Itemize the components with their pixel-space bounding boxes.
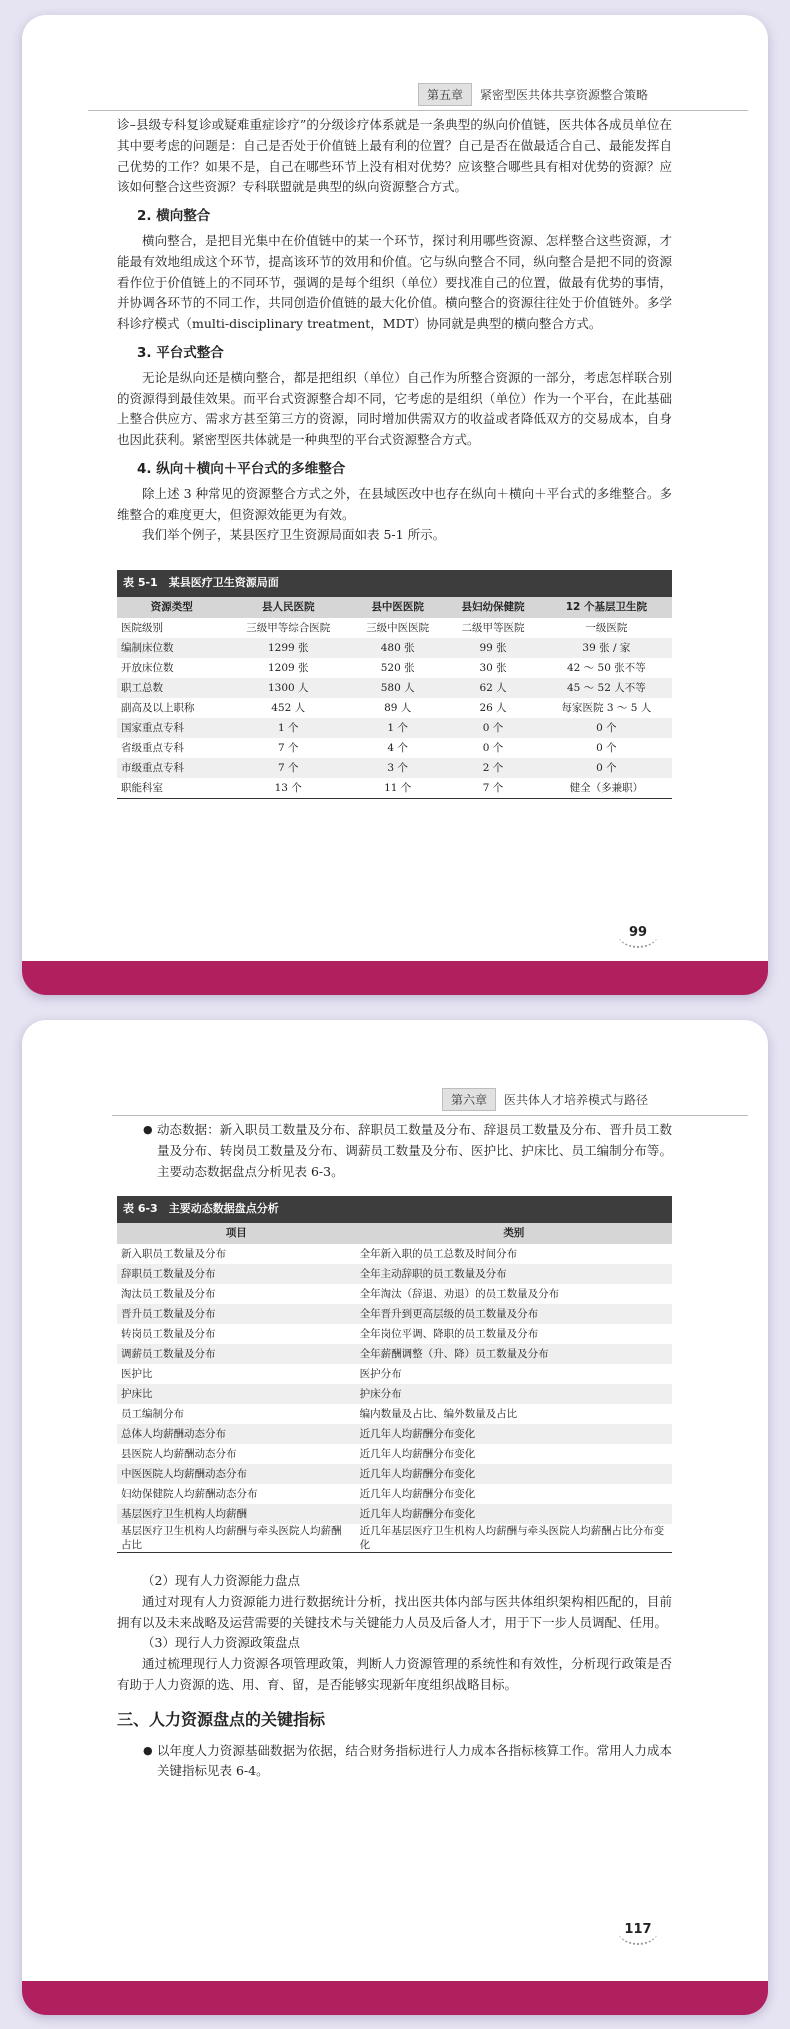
bullet-icon: ●: [143, 1743, 153, 1757]
table-cell: 0 个: [482, 741, 504, 754]
table-cell: 7 个: [445, 778, 540, 799]
footer-band: [22, 961, 768, 995]
table-row: [117, 778, 672, 799]
column-header: 类别: [356, 1223, 672, 1244]
table-cell: 总体人均薪酬动态分布: [117, 1424, 356, 1444]
section-heading: 4. 纵向＋横向＋平台式的多维整合: [137, 460, 346, 477]
table-cell: 三级中医医院: [366, 621, 430, 634]
table-cell: 省级重点专科: [121, 741, 184, 754]
chapter-label: 第六章: [442, 1088, 496, 1111]
column-header: 县妇幼保健院: [445, 597, 540, 618]
table-row: [117, 1504, 672, 1524]
table-cell: 淘汰员工数量及分布: [121, 1287, 216, 1300]
resource-table: [117, 597, 672, 799]
table-cell: 0 个: [596, 741, 617, 754]
header-rule: [112, 1115, 748, 1116]
table-cell: 580 人: [350, 678, 445, 698]
table-cell: 晋升员工数量及分布: [117, 1304, 356, 1324]
chapter-title: 紧密型医共体共享资源整合策略: [479, 88, 648, 102]
column-header: 项目: [117, 1223, 356, 1244]
subsection-paragraph: 通过梳理现行人力资源各项管理政策，判断人力资源管理的系统性和有效性，分析现行政策是否有助于人力资源的选、用、育、留，是否能够实现新年度组织战略目标。: [117, 1656, 672, 1692]
section-paragraph: 无论是纵向还是横向整合，都是把组织（单位）自己作为所整合资源的一部分，考虑怎样联合别的资源得到最佳效果。而平台式资源整合却不同，它考虑的是组织（单位）作为一个平台，在此基础上整合供应方、需求方甚至第三方的资源，同时增加供需双方的收益或者降低双方的交易成本，自身也因此获利。紧密型医共体就是一种典型的平台式资源整合方式。: [117, 369, 672, 448]
table-cell: 编制床位数: [117, 638, 226, 658]
table-cell: 1 个: [350, 718, 445, 738]
table-cell: 39 张 / 家: [541, 638, 672, 658]
table-cell: 二级甲等医院: [461, 621, 525, 634]
table-cell: 近几年基层医疗卫生机构人均薪酬与牵头医院人均薪酬占比分布变化: [356, 1524, 672, 1553]
table-cell: 副高及以上职称: [121, 701, 195, 714]
table-cell: 三级甲等综合医院: [246, 621, 331, 634]
table-cell: 近几年人均薪酬分布变化: [359, 1487, 476, 1500]
table-cell: 国家重点专科: [117, 718, 226, 738]
table-cell: 医护分布: [359, 1367, 402, 1380]
table-cell: 近几年人均薪酬分布变化: [359, 1447, 476, 1460]
running-head: [442, 1088, 648, 1111]
table-cell: 近几年人均薪酬分布变化: [356, 1504, 672, 1524]
table-cell: 县医院人均薪酬动态分布: [121, 1447, 237, 1460]
book-page-99: [22, 15, 768, 995]
table-row: [117, 658, 672, 678]
table-cell: 62 人: [445, 678, 540, 698]
table-cell: 全年新入职的员工总数及时间分布: [359, 1247, 518, 1260]
table-cell: 全年晋升到更高层级的员工数量及分布: [356, 1304, 672, 1324]
column-header: 县人民医院: [226, 597, 350, 618]
running-head: [418, 83, 648, 106]
table-cell: 全年薪酬调整（升、降）员工数量及分布: [356, 1344, 672, 1364]
table-header-row: [117, 1223, 672, 1244]
chapter-title: 医共体人才培养模式与路径: [503, 1093, 648, 1107]
dynamic-data-table: [117, 1223, 672, 1553]
table-row: [117, 678, 672, 698]
table-cell: 基层医疗卫生机构人均薪酬: [117, 1504, 356, 1524]
page-number: 99: [618, 920, 658, 948]
table-cell: 全年主动辞职的员工数量及分布: [356, 1264, 672, 1284]
table-cell: 520 张: [380, 661, 415, 674]
table-row: [117, 718, 672, 738]
table-cell: 1300 人: [226, 678, 350, 698]
table-cell: 452 人: [271, 701, 306, 714]
table-row: [117, 1404, 672, 1424]
table-cell: 开放床位数: [121, 661, 174, 674]
table-cell: 0 个: [541, 718, 672, 738]
column-header: 县中医医院: [350, 597, 445, 618]
subsection-heading: （3）现行人力资源政策盘点: [142, 1635, 300, 1651]
footer-band: [22, 1981, 768, 2015]
table-row: [117, 1304, 672, 1324]
table-row: [117, 1464, 672, 1484]
table-cell: 中医医院人均薪酬动态分布: [117, 1464, 356, 1484]
bullet-text: 动态数据：新入职员工数量及分布、辞职员工数量及分布、辞退员工数量及分布、晋升员工数量及分布、转岗员工数量及分布、调薪员工数量及分布、医护比、护床比、员工编制分布等。主要动态数据盘点分析见表 6-3。: [157, 1122, 672, 1179]
table-cell: 医护比: [121, 1367, 153, 1380]
table-cell: 新入职员工数量及分布: [121, 1247, 226, 1260]
table-caption: 表 5-1 某县医疗卫生资源局面: [117, 570, 672, 597]
table-cell: 护床比: [117, 1384, 356, 1404]
table-cell: 0 个: [445, 718, 540, 738]
section-paragraph: 我们举个例子，某县医疗卫生资源局面如表 5-1 所示。: [142, 527, 446, 543]
table-cell: 编内数量及占比、编外数量及占比: [359, 1407, 518, 1420]
table-row: [117, 1424, 672, 1444]
table-cell: 职工总数: [117, 678, 226, 698]
section-paragraph: 横向整合，是把目光集中在价值链中的某一个环节，探讨利用哪些资源、怎样整合这些资源，才能最有效地组成这个环节，提高该环节的效用和价值。它与纵向整合不同，纵向整合是把不同的资源看作位于价值链上的不同环节，强调的是每个组织（单位）要找准自己的位置，做最有优势的事情，并协调各环节的不同工作，共同创造价值链的最大化价值。横向整合的资源往往处于价值链外。多学科诊疗模式（multi-disciplinary treatment，MDT）协同就是典型的横向整合方式。: [117, 232, 672, 332]
intro-paragraph: 诊–县级专科复诊或疑难重症诊疗”的分级诊疗体系就是一条典型的纵向价值链，医共体各成员单位在其中要考虑的问题是：自己是否处于价值链上最有利的位置？自己是否在做最适合自己、最能发挥自己优势的工作？如果不是，自己在哪些环节上没有相对优势？应该整合哪些具有相对优势的资源？应该如何整合这些资源？专科联盟就是典型的纵向资源整合方式。: [117, 117, 672, 195]
table-cell: 全年岗位平调、降职的员工数量及分布: [359, 1327, 539, 1340]
table-row: [117, 1484, 672, 1504]
bullet-text: 以年度人力资源基础数据为依据，结合财务指标进行人力成本各指标核算工作。常用人力成本关键指标见表 6-4。: [157, 1742, 672, 1779]
table-cell: 员工编制分布: [121, 1407, 184, 1420]
table-cell: 13 个: [226, 778, 350, 799]
bullet-icon: ●: [143, 1123, 153, 1136]
section-paragraph: 除上述 3 种常见的资源整合方式之外，在县域医改中也存在纵向＋横向＋平台式的多维整合。多维整合的难度更大，但资源效能更为有效。: [117, 485, 672, 522]
table-cell: 近几年人均薪酬分布变化: [356, 1424, 672, 1444]
table-cell: 1 个: [226, 718, 350, 738]
table-cell: 4 个: [387, 741, 408, 754]
table-cell: 7 个: [277, 741, 299, 754]
chapter-label: 第五章: [418, 83, 472, 106]
page-body: [117, 115, 672, 799]
table-cell: 一级医院: [585, 621, 628, 634]
table-cell: 调薪员工数量及分布: [117, 1344, 356, 1364]
table-header-row: [117, 597, 672, 618]
table-cell: 26 人: [479, 701, 507, 714]
table-cell: 42 ～ 50 张不等: [566, 661, 646, 674]
section-heading: 2. 横向整合: [137, 208, 211, 225]
table-row: [117, 738, 672, 758]
table-cell: 妇幼保健院人均薪酬动态分布: [121, 1487, 258, 1500]
bullet-item: [117, 1120, 672, 1182]
table-row: [117, 1524, 672, 1553]
table-cell: 1299 张: [226, 638, 350, 658]
table-cell: 89 人: [384, 701, 412, 714]
table-cell: 每家医院 3 ～ 5 人: [561, 701, 652, 714]
column-header: 12 个基层卫生院: [541, 597, 672, 618]
column-header: 资源类型: [117, 597, 226, 618]
table-cell: 480 张: [350, 638, 445, 658]
table-cell: 医院级别: [121, 621, 163, 634]
table-cell: 45 ～ 52 人不等: [541, 678, 672, 698]
bullet-item: [117, 1741, 672, 1783]
table-cell: 3 个: [350, 758, 445, 778]
table-row: [117, 1344, 672, 1364]
table-cell: 健全（多兼职）: [541, 778, 672, 799]
table-cell: 30 张: [479, 661, 507, 674]
page-body: [117, 1120, 672, 1782]
book-page-117: [22, 1020, 768, 2015]
header-rule: [88, 110, 748, 111]
table-cell: 全年淘汰（辞退、劝退）的员工数量及分布: [359, 1287, 560, 1300]
table-cell: 近几年人均薪酬分布变化: [356, 1464, 672, 1484]
table-cell: 转岗员工数量及分布: [121, 1327, 216, 1340]
table-row: [117, 618, 672, 638]
table-row: [117, 1444, 672, 1464]
table-cell: 市级重点专科: [117, 758, 226, 778]
table-cell: 辞职员工数量及分布: [117, 1264, 356, 1284]
table-cell: 基层医疗卫生机构人均薪酬与牵头医院人均薪酬占比: [117, 1524, 356, 1553]
table-row: [117, 758, 672, 778]
subsection-heading: （2）现有人力资源能力盘点: [142, 1572, 300, 1588]
table-row: [117, 1324, 672, 1344]
table-cell: 职能科室: [117, 778, 226, 799]
table-cell: 2 个: [445, 758, 540, 778]
table-row: [117, 1284, 672, 1304]
section-heading: 三、人力资源盘点的关键指标: [117, 1709, 326, 1729]
table-row: [117, 1264, 672, 1284]
table-row: [117, 1244, 672, 1264]
table-cell: 1209 张: [267, 661, 309, 674]
page-number: 117: [618, 1917, 658, 1945]
table-caption: 表 6-3 主要动态数据盘点分析: [117, 1196, 672, 1223]
table-cell: 99 张: [445, 638, 540, 658]
table-cell: 7 个: [226, 758, 350, 778]
table-row: [117, 638, 672, 658]
section-heading: 3. 平台式整合: [137, 344, 224, 361]
table-row: [117, 1364, 672, 1384]
table-row: [117, 1384, 672, 1404]
table-row: [117, 698, 672, 718]
table-cell: 0 个: [541, 758, 672, 778]
table-cell: 护床分布: [356, 1384, 672, 1404]
table-cell: 11 个: [350, 778, 445, 799]
subsection-paragraph: 通过对现有人力资源能力进行数据统计分析，找出医共体内部与医共体组织架构相匹配的，目前拥有以及未来战略及运营需要的关键技术与关键能力人员及后备人才，用于下一步人员调配、任用。: [117, 1593, 672, 1630]
